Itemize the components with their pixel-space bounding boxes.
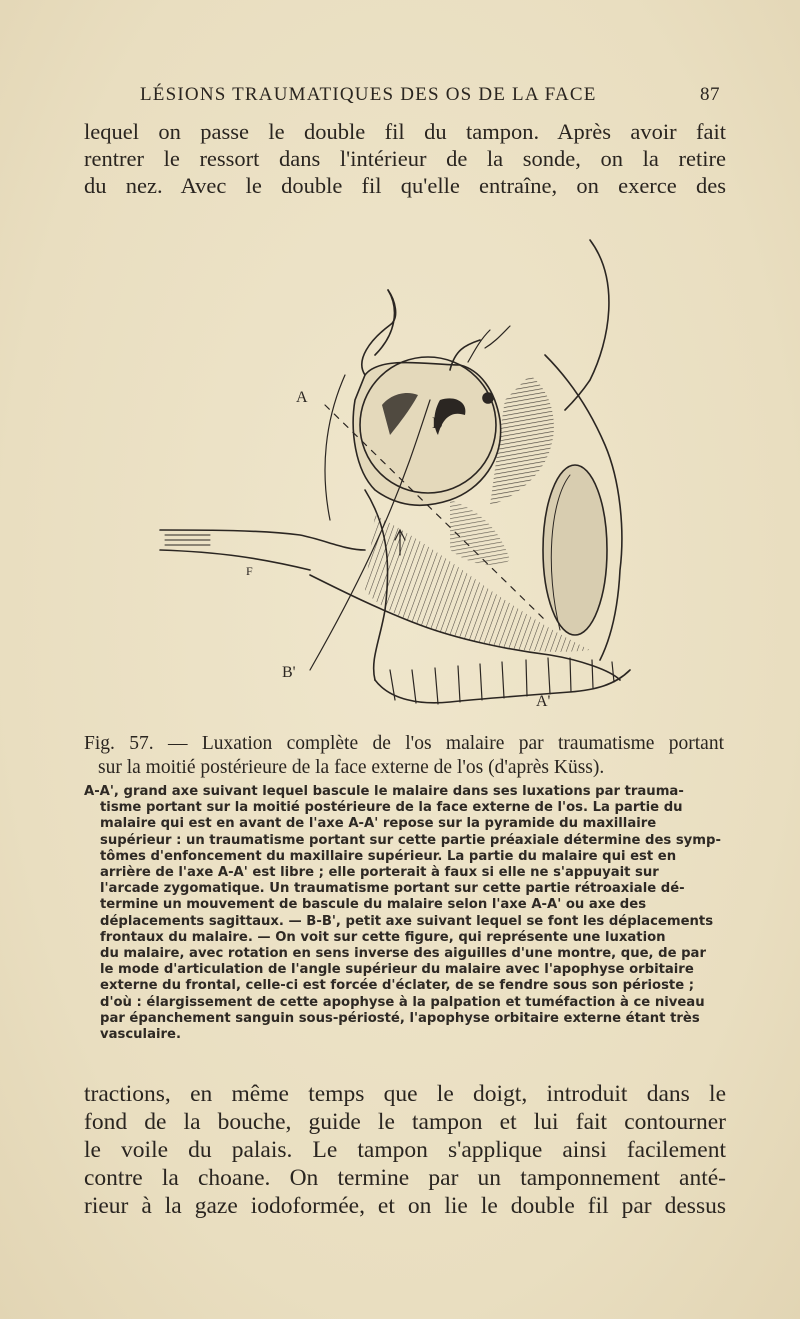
text-line: rieur à la gaze iodoformée, et on lie le double fil par dessus — [84, 1193, 726, 1219]
figure-legend — [84, 784, 724, 1043]
figure-caption — [84, 732, 724, 780]
legend-line: frontaux du malaire. — On voit sur cette figure, qui représente une luxation — [100, 929, 666, 945]
legend-line: supérieur : un traumatisme portant sur cette partie préaxiale détermine des symp- — [100, 832, 721, 848]
page-number: 87 — [700, 84, 720, 105]
body-text-bottom — [84, 1080, 726, 1220]
legend-line: termine un mouvement de bascule du malaire selon l'axe A-A' ou axe des — [100, 897, 647, 913]
text-line: du nez. Avec le double fil qu'elle entraîne, on exerce des — [84, 173, 726, 198]
legend-line: d'où : élargissement de cette apophyse à la palpation et tuméfaction à ce niveau — [100, 994, 705, 1010]
running-head — [140, 84, 720, 106]
skull-illustration — [150, 230, 650, 715]
body-text-top — [84, 118, 726, 199]
text-line: contre la choane. On termine par un tamponnement anté- — [84, 1165, 726, 1191]
label-b-prime: B' — [282, 664, 296, 681]
legend-line: externe du frontal, celle-ci est forcée d'éclater, de se fendre sous son périoste ; — [100, 978, 695, 994]
legend-line: par épanchement sanguin sous-périosté, l'apophyse orbitaire externe étant très — [100, 1010, 700, 1026]
running-head-title: LÉSIONS TRAUMATIQUES DES OS DE LA FACE — [140, 84, 597, 105]
legend-line: tômes d'enfoncement du maxillaire supérieur. La partie du malaire qui est en — [100, 848, 677, 864]
text-line: lequel on passe le double fil du tampon. Après avoir fait — [84, 119, 726, 144]
caption-line: sur la moitié postérieure de la face externe de l'os (d'après Küss). — [98, 757, 605, 778]
legend-line: le mode d'articulation de l'angle supérieur du malaire avec l'apophyse orbitaire — [100, 962, 694, 978]
text-line: fond de la bouche, guide le tampon et lui fait contourner — [84, 1109, 726, 1135]
legend-line: arrière de l'axe A-A' est libre ; elle porterait à faux si elle ne s'appuyait sur — [100, 865, 659, 881]
legend-line: A-A', grand axe suivant lequel bascule le malaire dans ses luxations par trauma- — [84, 784, 684, 799]
legend-line: tisme portant sur la moitié postérieure de la face externe de l'os. La partie du — [100, 800, 683, 816]
label-a-prime: A' — [536, 693, 551, 710]
legend-line: malaire qui est en avant de l'axe A-A' repose sur la pyramide du maxillaire — [100, 816, 657, 832]
legend-line: déplacements sagittaux. — B-B', petit axe suivant lequel se font les déplacements — [100, 913, 714, 929]
legend-line: vasculaire. — [100, 1027, 181, 1043]
label-a: A — [296, 389, 308, 406]
legend-line: du malaire, avec rotation en sens inverse des aiguilles d'une montre, que, de par — [100, 946, 706, 962]
text-line: le voile du palais. Le tampon s'applique ainsi facilement — [84, 1137, 726, 1163]
text-line: rentrer le ressort dans l'intérieur de la sonde, on la retire — [84, 146, 726, 171]
legend-line: l'arcade zygomatique. Un traumatisme portant sur cette partie rétroaxiale dé- — [100, 881, 685, 897]
caption-line: Fig. 57. — Luxation complète de l'os malaire par traumatisme portant — [84, 733, 724, 754]
text-line: tractions, en même temps que le doigt, introduit dans le — [84, 1081, 726, 1107]
label-f: F — [246, 564, 253, 578]
label-b: B — [432, 415, 443, 432]
